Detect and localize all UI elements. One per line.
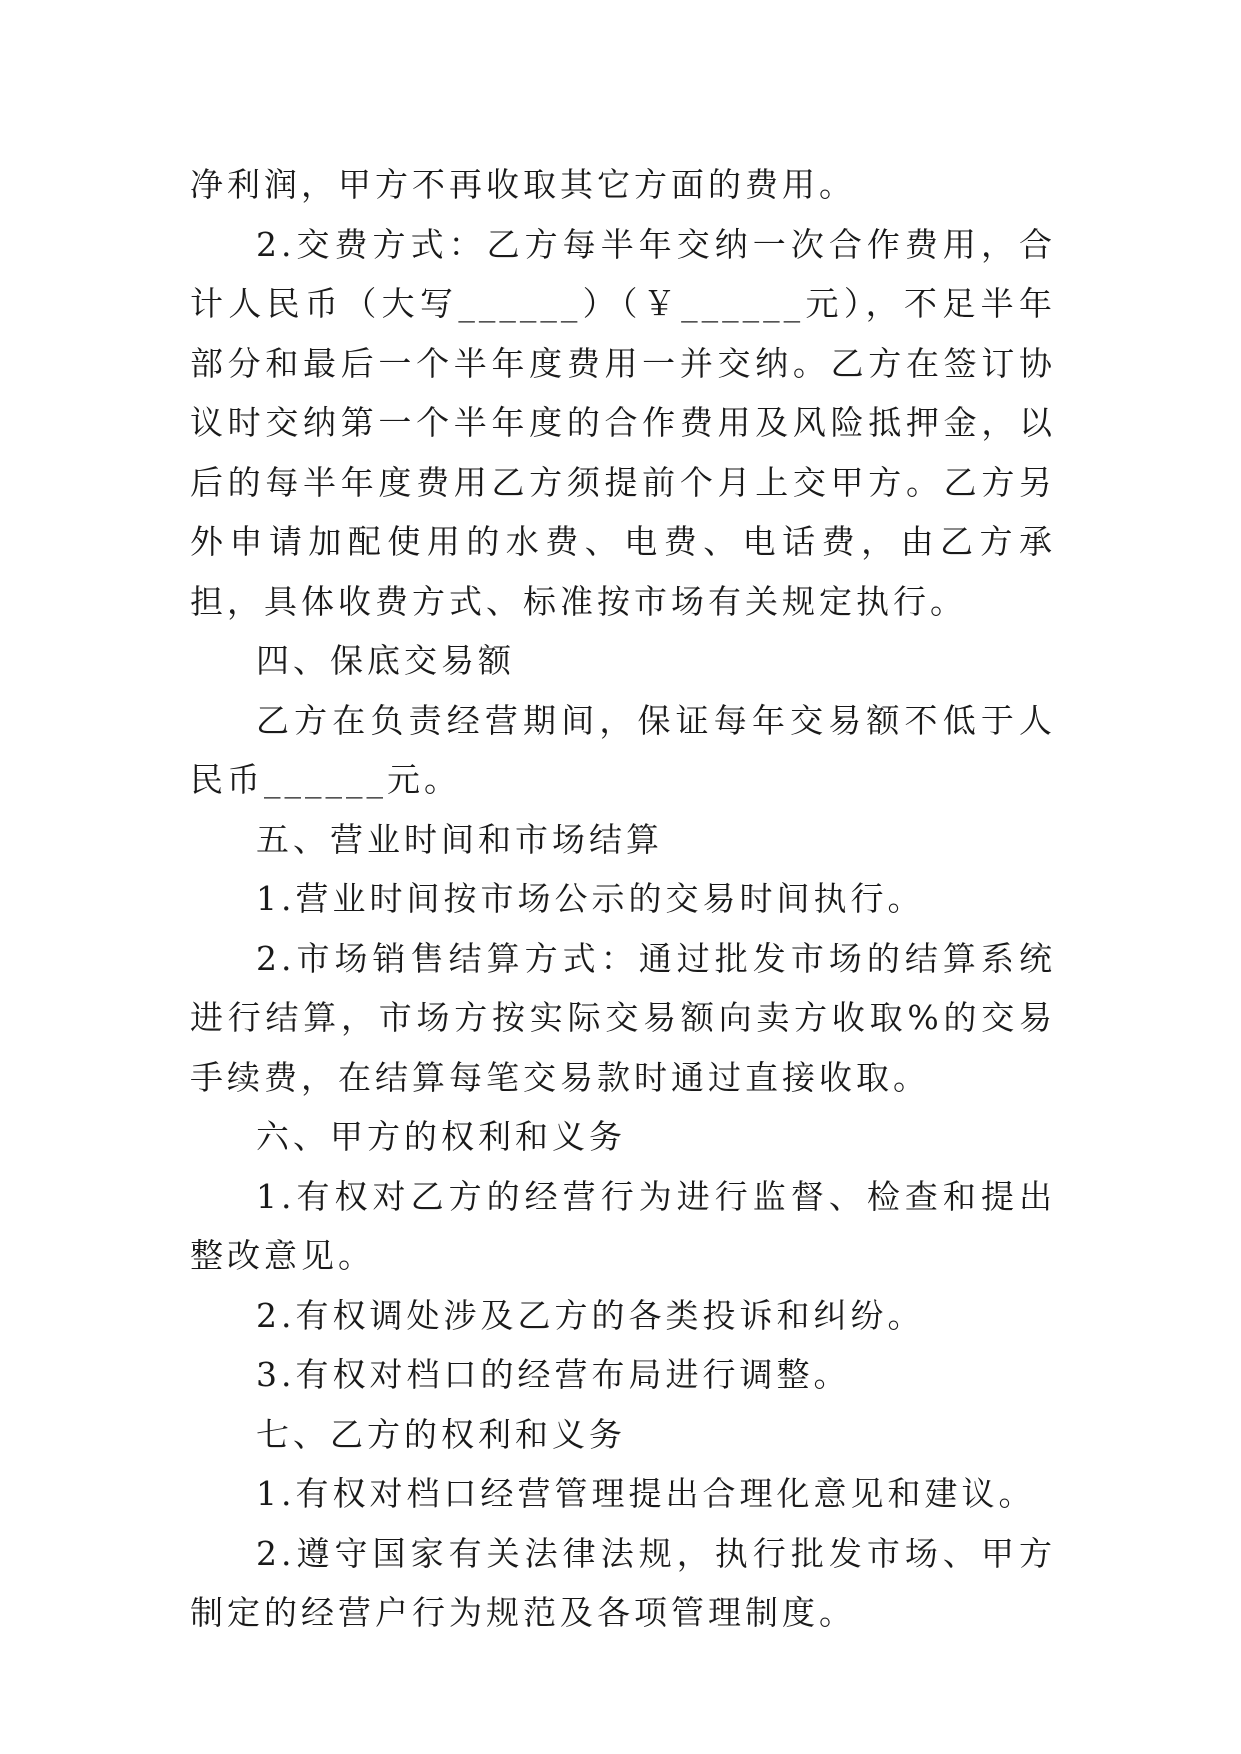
document-body: [190, 155, 1056, 1643]
paragraph-party-a-right-1: 1.有权对乙方的经营行为进行监督、检查和提出整改意见。: [190, 1176, 1056, 1275]
paragraph-party-b-right-1: 1.有权对档口经营管理提出合理化意见和建议。: [256, 1474, 1036, 1513]
paragraph-net-profit: 净利润，甲方不再收取其它方面的费用。: [190, 165, 856, 204]
section-heading-minimum-turnover: 四、保底交易额: [256, 641, 515, 680]
paragraph-settlement-method: 2.市场销售结算方式：通过批发市场的结算系统进行结算，市场方按实际交易额向卖方收取%的交易手续费，在结算每笔交易款时通过直接收取。: [190, 938, 1056, 1097]
paragraph-party-a-right-2: 2.有权调处涉及乙方的各类投诉和纠纷。: [256, 1295, 925, 1335]
section-heading-business-hours: 五、营业时间和市场结算: [256, 819, 663, 859]
section-heading-party-a-rights: 六、甲方的权利和义务: [256, 1117, 626, 1156]
paragraph-business-hours: 1.营业时间按市场公示的交易时间执行。: [256, 879, 925, 918]
paragraph-minimum-turnover: 乙方在负责经营期间，保证每年交易额不低于人民币______元。: [190, 700, 1056, 799]
section-heading-party-b-rights: 七、乙方的权利和义务: [256, 1414, 626, 1454]
paragraph-party-a-right-3: 3.有权对档口的经营布局进行调整。: [256, 1355, 851, 1394]
paragraph-payment-method: 2.交费方式：乙方每半年交纳一次合作费用，合计人民币（大写______）（￥______元），不足半年部分和最后一个半年度费用一并交纳。乙方在签订协议时交纳第一个半年度的合作费用及风险抵押金，以后的每半年度费用乙方须提前个月上交甲方。乙方另外申请加配使用的水费、电费、电话费，由乙方承担，具体收费方式、标准按市场有关规定执行。: [190, 224, 1056, 621]
paragraph-party-b-right-2: 2.遵守国家有关法律法规，执行批发市场、甲方制定的经营户行为规范及各项管理制度。: [190, 1533, 1056, 1632]
